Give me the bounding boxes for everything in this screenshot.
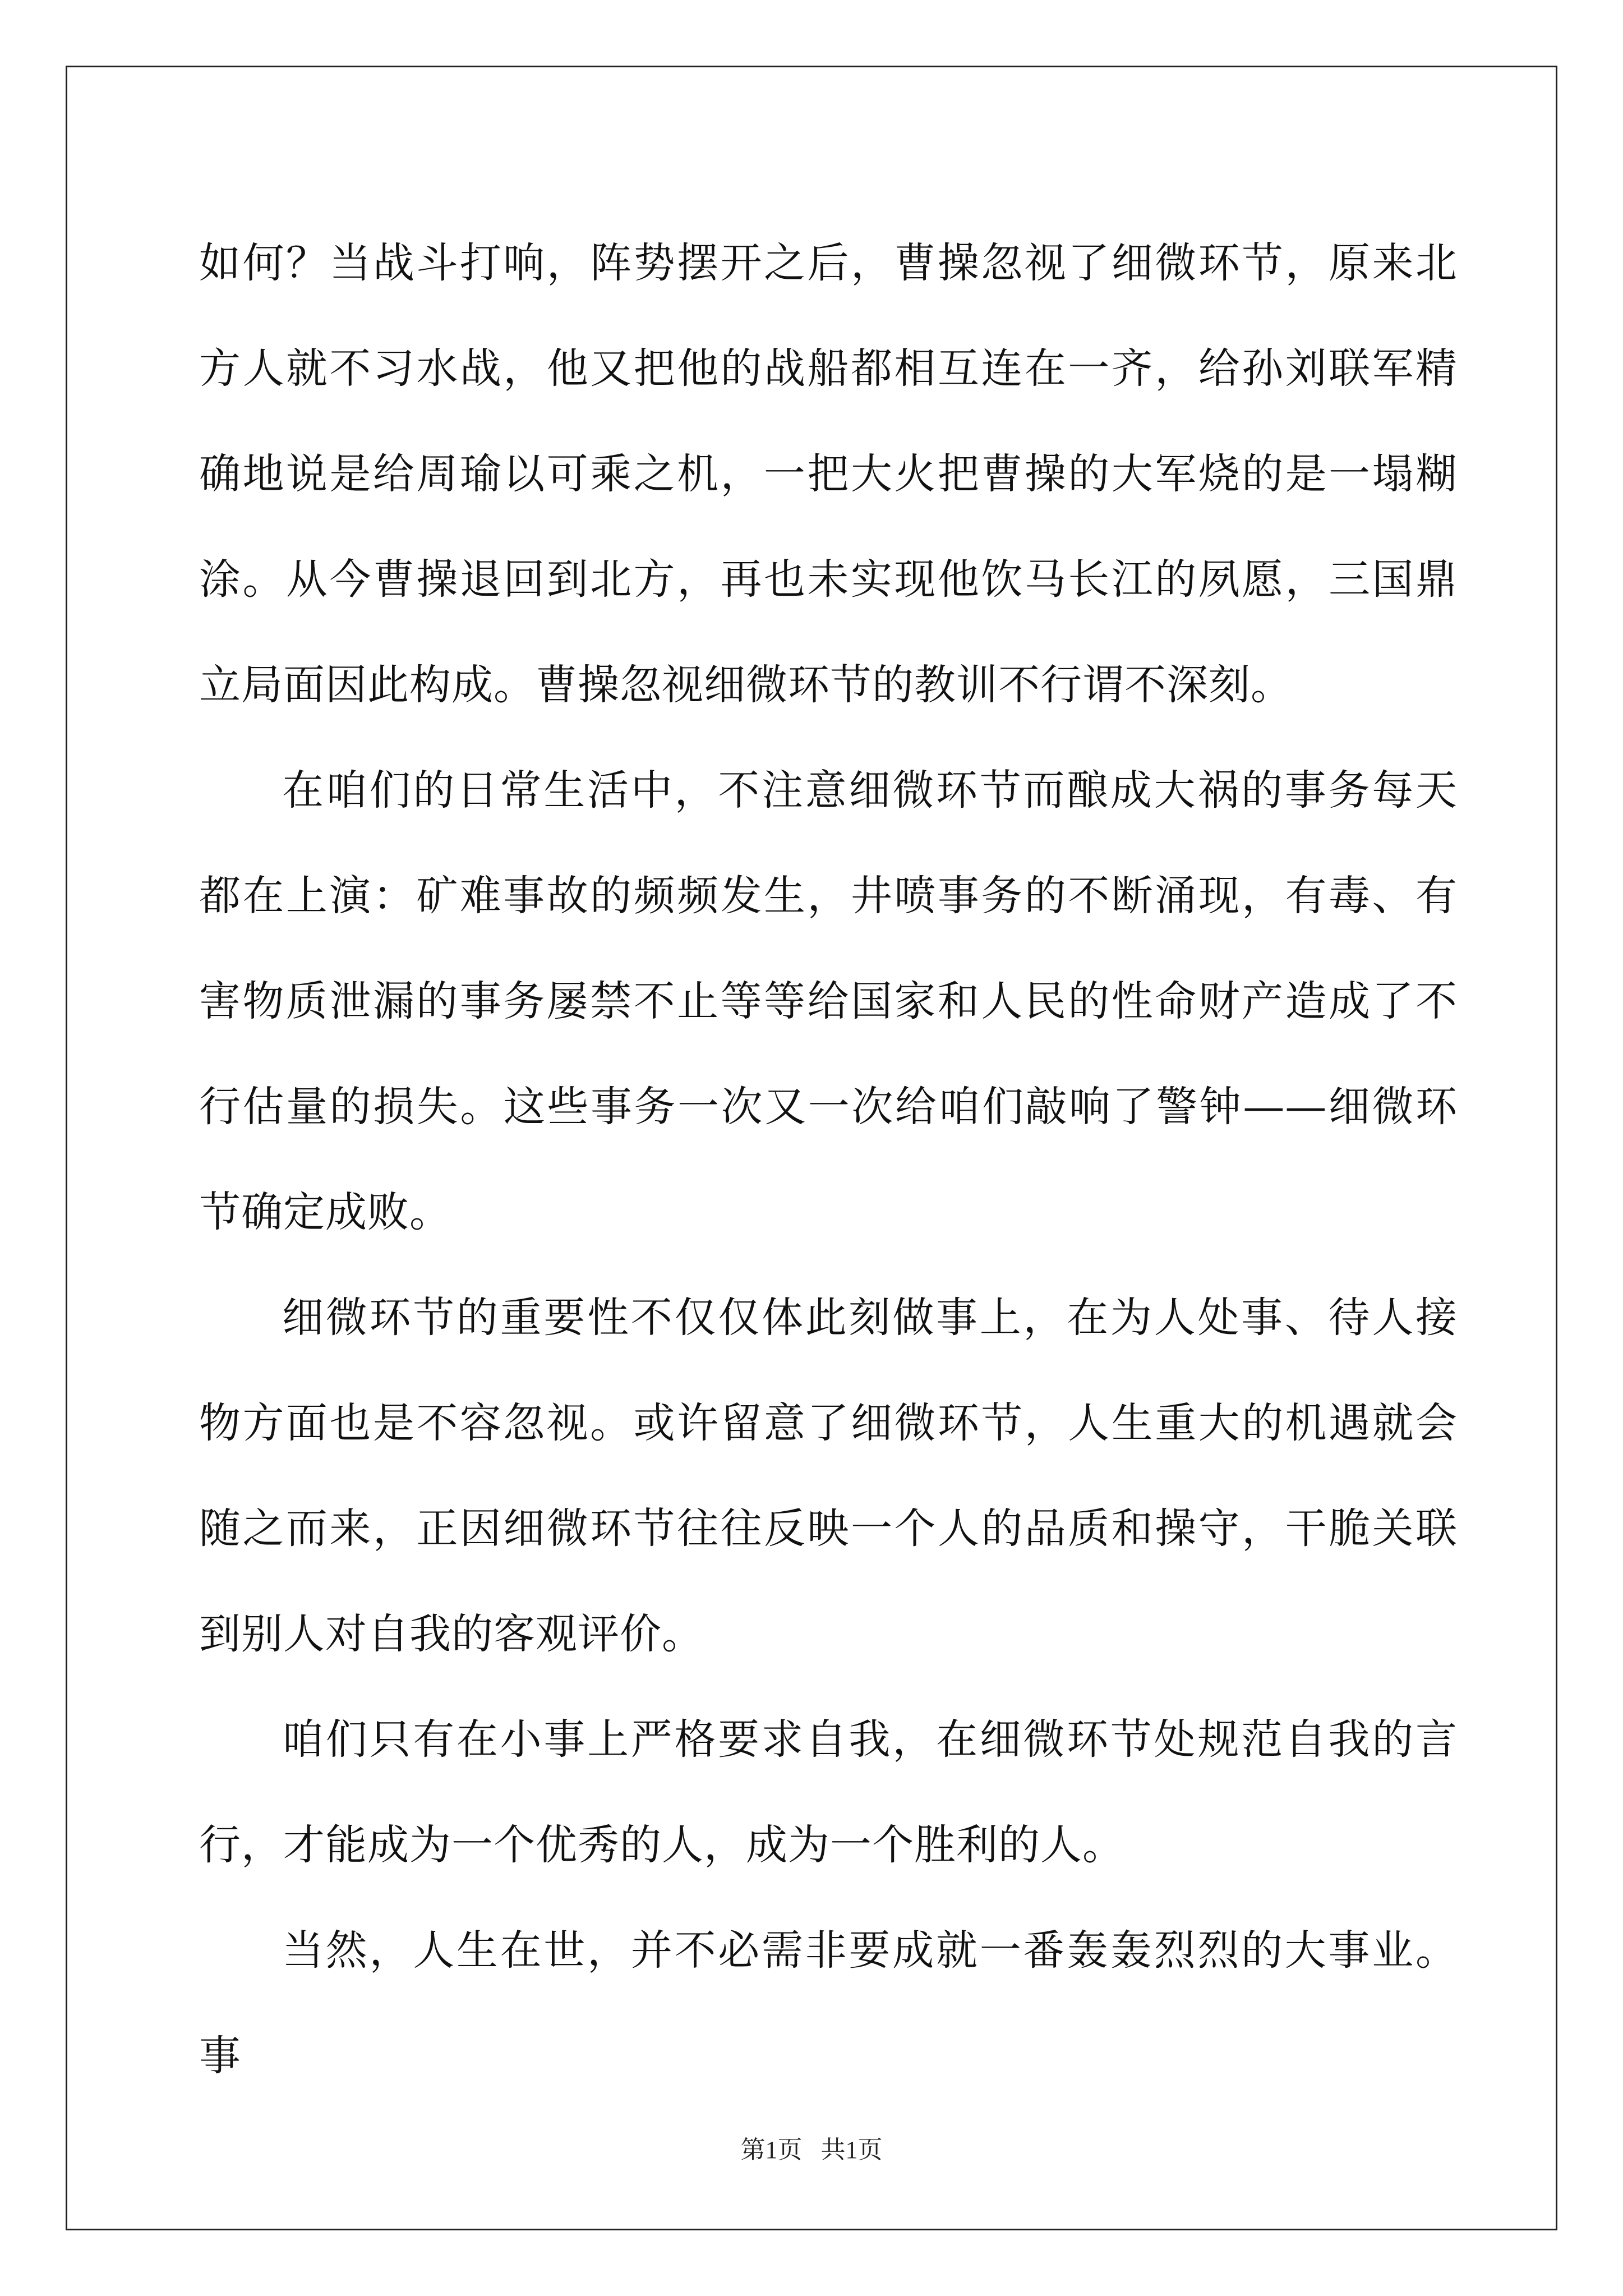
page-number-footer: 第1页 共1页 xyxy=(740,2136,883,2164)
paragraph-1: 如何？当战斗打响，阵势摆开之后，曹操忽视了细微环节，原来北方人就不习水战，他又把他的战船都相互连在一齐，给孙刘联军精确地说是给周瑜以可乘之机，一把大火把曹操的大军烧的是一塌糊涂。从今曹操退回到北方，再也未实现他饮马长江的夙愿，三国鼎立局面因此构成。曹操忽视细微环节的教训不行谓不深刻。 xyxy=(199,239,1458,709)
paragraph-5: 当然，人生在世，并不必需非要成就一番轰轰烈烈的大事业。事 xyxy=(199,1926,1458,2080)
document-body xyxy=(199,210,1458,2080)
paragraph-3: 细微环节的重要性不仅仅体此刻做事上，在为人处事、待人接物方面也是不容忽视。或许留意了细微环节，人生重大的机遇就会随之而来，正因细微环节往往反映一个人的品质和操守，干脆关联到别人对自我的客观评价。 xyxy=(199,1294,1458,1658)
paragraph-2: 在咱们的日常生活中，不注意细微环节而酿成大祸的事务每天都在上演：矿难事故的频频发生，井喷事务的不断涌现，有毒、有害物质泄漏的事务屡禁不止等等给国家和人民的性命财产造成了不行估量的损失。这些事务一次又一次给咱们敲响了警钟——细微环节确定成败。 xyxy=(199,766,1458,1236)
paragraph-4: 咱们只有在小事上严格要求自我，在细微环节处规范自我的言行，才能成为一个优秀的人，成为一个胜利的人。 xyxy=(199,1715,1458,1869)
